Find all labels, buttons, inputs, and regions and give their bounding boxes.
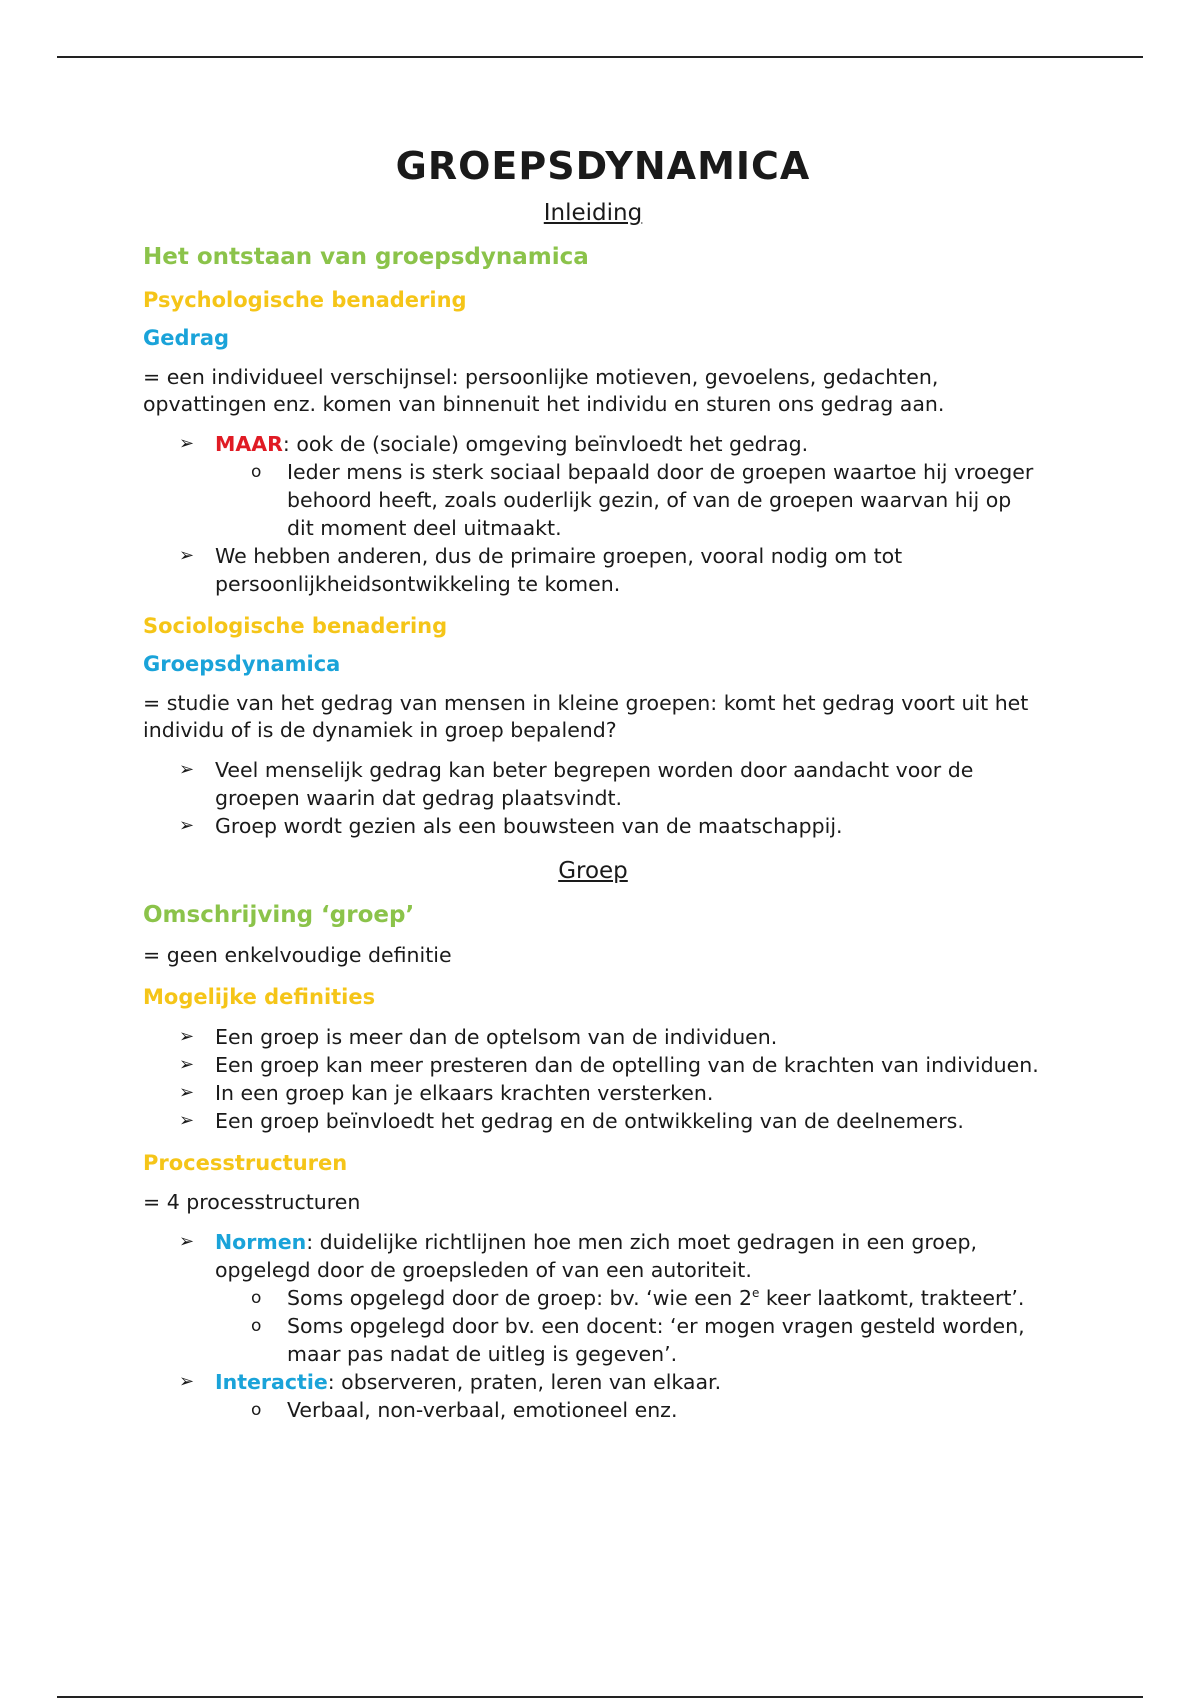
heading-processtructuren: Processtructuren bbox=[143, 1151, 348, 1175]
document-page bbox=[143, 138, 1043, 1424]
arrow-bullet-icon: ➢ bbox=[179, 1054, 195, 1075]
gedrag-definition: = een individueel verschijnsel: persoonlijke motieven, gevoelens, gedachten, opvattingen enz. komen van binnenuit het individu en sturen ons gedrag aan. bbox=[143, 365, 945, 416]
arrow-bullet-icon: ➢ bbox=[179, 433, 195, 454]
arrow-bullet-icon: ➢ bbox=[179, 1371, 195, 1392]
list-item bbox=[179, 1228, 1043, 1368]
processtructuren-definition: = 4 processtructuren bbox=[143, 1190, 361, 1214]
arrow-bullet-icon: ➢ bbox=[179, 1026, 195, 1047]
arrow-bullet-icon: ➢ bbox=[179, 1110, 195, 1131]
footer-rule bbox=[57, 1696, 1143, 1698]
list-item-text: Een groep beïnvloedt het gedrag en de ontwikkeling van de deelnemers. bbox=[215, 1109, 964, 1133]
list-item bbox=[179, 812, 1043, 840]
sub-list-item bbox=[251, 1396, 1043, 1424]
processtructuren-list bbox=[143, 1228, 1043, 1424]
list-item bbox=[179, 1107, 1043, 1135]
sub-list bbox=[215, 1284, 1043, 1368]
sub-list bbox=[215, 1396, 1043, 1424]
section-heading-groep: Groep bbox=[558, 858, 628, 884]
sub-list-item-text: Ieder mens is sterk sociaal bepaald door de groepen waartoe hij vroeger behoord heeft, zoals ouderlijk gezin, of van de groepen waarvan hij op dit moment deel uitmaakt. bbox=[287, 460, 1034, 540]
circle-bullet-icon: o bbox=[251, 462, 262, 482]
circle-bullet-icon: o bbox=[251, 1316, 262, 1336]
header-rule bbox=[57, 56, 1143, 58]
arrow-bullet-icon: ➢ bbox=[179, 759, 195, 780]
socio-bullet-list bbox=[143, 756, 1043, 840]
sub-list-item-text: keer laatkomt, trakteert’. bbox=[759, 1286, 1025, 1310]
sub-list-item-text: Soms opgelegd door de groep: bv. ‘wie een 2 bbox=[287, 1286, 752, 1310]
list-item-text: We hebben anderen, dus de primaire groepen, vooral nodig om tot persoonlijkheidsontwikkeling te komen. bbox=[215, 544, 903, 596]
superscript: e bbox=[751, 1286, 760, 1301]
heading-omschrijving-groep: Omschrijving ‘groep’ bbox=[143, 902, 415, 928]
sub-list-item-text: Verbaal, non-verbaal, emotioneel enz. bbox=[287, 1398, 678, 1422]
heading-gedrag: Gedrag bbox=[143, 326, 230, 350]
sub-list-item bbox=[251, 458, 1043, 542]
circle-bullet-icon: o bbox=[251, 1288, 262, 1308]
arrow-bullet-icon: ➢ bbox=[179, 1231, 195, 1252]
arrow-bullet-icon: ➢ bbox=[179, 815, 195, 836]
heading-mogelijke-definities: Mogelijke definities bbox=[143, 985, 376, 1009]
heading-ontstaan: Het ontstaan van groepsdynamica bbox=[143, 244, 589, 270]
list-item bbox=[179, 1051, 1043, 1079]
page-title: GROEPSDYNAMICA bbox=[395, 144, 811, 188]
groep-definition: = geen enkelvoudige definitie bbox=[143, 943, 452, 967]
definities-list bbox=[143, 1023, 1043, 1135]
keyword-interactie: Interactie bbox=[215, 1370, 328, 1394]
sub-list-item-text: Soms opgelegd door bv. een docent: ‘er mogen vragen gesteld worden, maar pas nadat de uitleg is gegeven’. bbox=[287, 1314, 1025, 1366]
sub-list-item bbox=[251, 1284, 1043, 1312]
list-item bbox=[179, 1079, 1043, 1107]
heading-sociologische-benadering: Sociologische benadering bbox=[143, 614, 448, 638]
section-heading-inleiding: Inleiding bbox=[543, 200, 643, 226]
psych-bullet-list bbox=[143, 430, 1043, 598]
sub-list bbox=[215, 458, 1043, 542]
list-item-text: : observeren, praten, leren van elkaar. bbox=[327, 1370, 722, 1394]
keyword-maar: MAAR bbox=[215, 432, 283, 456]
list-item bbox=[179, 542, 1043, 598]
list-item bbox=[179, 430, 1043, 542]
arrow-bullet-icon: ➢ bbox=[179, 1082, 195, 1103]
list-item-text: Een groep kan meer presteren dan de optelling van de krachten van individuen. bbox=[215, 1053, 1039, 1077]
circle-bullet-icon: o bbox=[251, 1400, 262, 1420]
list-item-text: In een groep kan je elkaars krachten versterken. bbox=[215, 1081, 714, 1105]
list-item-text: Veel menselijk gedrag kan beter begrepen worden door aandacht voor de groepen waarin dat gedrag plaatsvindt. bbox=[215, 758, 974, 810]
list-item bbox=[179, 1368, 1043, 1424]
list-item-text: Een groep is meer dan de optelsom van de individuen. bbox=[215, 1025, 778, 1049]
list-item-text: : duidelijke richtlijnen hoe men zich moet gedragen in een groep, opgelegd door de groepsleden of van een autoriteit. bbox=[215, 1230, 977, 1282]
keyword-normen: Normen bbox=[215, 1230, 307, 1254]
list-item-text: : ook de (sociale) omgeving beïnvloedt het gedrag. bbox=[282, 432, 809, 456]
list-item bbox=[179, 756, 1043, 812]
list-item-text: Groep wordt gezien als een bouwsteen van de maatschappij. bbox=[215, 814, 843, 838]
sub-list-item bbox=[251, 1312, 1043, 1368]
groepsdynamica-definition: = studie van het gedrag van mensen in kleine groepen: komt het gedrag voort uit het individu of is de dynamiek in groep bepalend? bbox=[143, 691, 1029, 742]
heading-groepsdynamica: Groepsdynamica bbox=[143, 652, 341, 676]
heading-psychologische-benadering: Psychologische benadering bbox=[143, 288, 467, 312]
arrow-bullet-icon: ➢ bbox=[179, 545, 195, 566]
list-item bbox=[179, 1023, 1043, 1051]
